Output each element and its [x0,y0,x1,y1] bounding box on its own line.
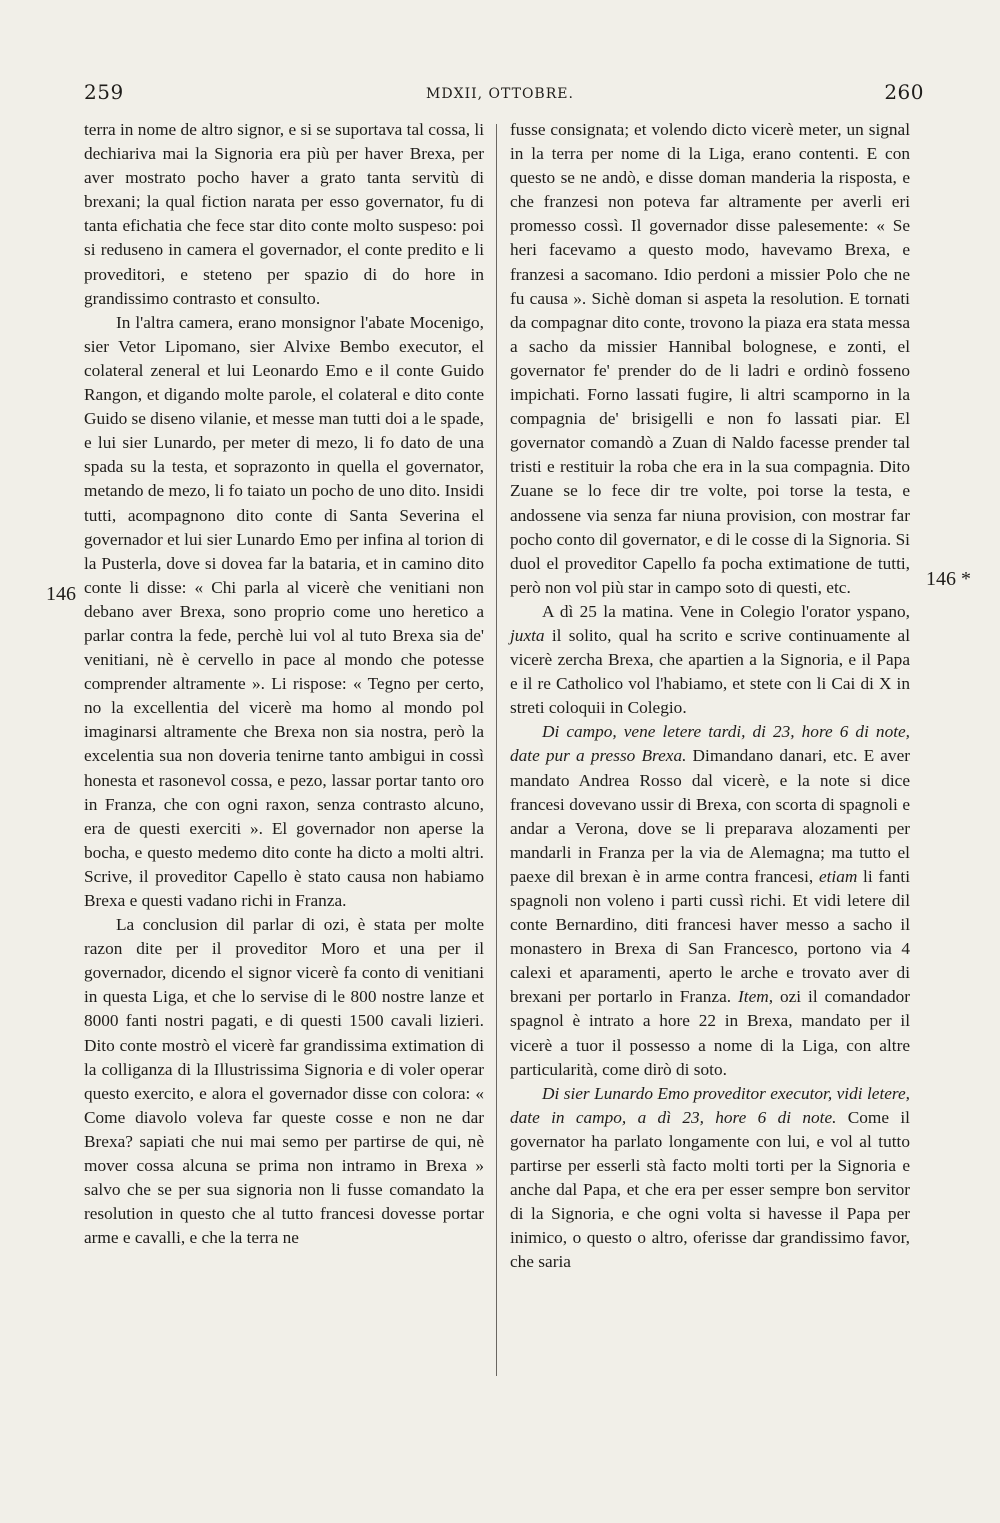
right-paragraph-3 [510,720,910,1081]
left-page-number: 259 [84,80,124,104]
text-run: li fanti spagnoli non voleno i parti cussì richi. Et vidi letere dil conte Bernardino, diti francesi haver messo a sacho il monastero in Brexa di San Francesco, portono via 4 calexi et aparamenti, aperto le arche e trovato aver di brexani per portarlo in Franza. [510,866,910,1007]
left-paragraph-3: La conclusion dil parlar di ozi, è stata per molte razon dite per il proveditor Moro et una per il governador, dicendo el signor vicerè fa conto di venitiani in questa Liga, et che lo servise di le 800 nostre lanze et 8000 fanti nostri pagati, e di questi 1500 cavali lizieri. Dito conte mostrò el vicerè far grandissima extimation di la colliganza di la Illustrissima Signoria e di voler operar questo exercito, e alora el governador disse con colora: « Come diavolo voleva far queste cosse e non ne dar Brexa? sapiati che nui mai semo per partirse de qui, nè mover cossa alcuna se prima non intramo in Brexa » salvo che se per sua signoria non li fusse comandato la resolution in questo che al tutto francesi dovesse portar arme e cavalli, e che la terra ne [84,915,484,1248]
text-run: il solito, qual ha scrito e scrive continuamente al vicerè zercha Brexa, che apartien a la Signoria, e il Papa e il re Catholico vol l'habiamo, et stete con li Cai di X in streti coloquii in Colegio. [510,625,910,718]
italic-etiam: etiam [818,866,858,886]
entry-date: A dì 25 la matina. [542,601,674,621]
text-run: Vene in Colegio l'orator yspano, [673,601,910,621]
right-page-number: 260 [884,80,924,104]
text-run: Come il governator ha parlato longamente con lui, e vol al tutto partirse per esserli stà facto molti torti per la Signoria e anche dal Papa, et che era per esser sempre bon servitor di la Signoria, e che ogni volta si havesse il Papa per inimico, o questo o altro, oferisse dar grandissimo favor, che saria [510,1107,910,1272]
right-paragraph-4 [510,1082,910,1275]
italic-item: Item, [738,987,774,1007]
right-paragraph-2 [510,600,910,720]
italic-juxta: juxta [510,625,545,645]
right-margin-number: 146 * [926,568,971,590]
running-title: MDXII, OTTOBRE. [426,86,574,102]
column-divider [496,124,497,1376]
italic-heading: Di sier Lunardo Emo proveditor executor, vidi letere, date in campo, a dì 23, hore 6 di note. [510,1083,910,1127]
right-paragraph-1: fusse consignata; et volendo dicto vicerè meter, un signal in la terra per nome di la Liga, erano contenti. E con questo se ne andò, e disse doman manderia la risposta, e che franzesi non poteva far altramente per averli eri promesso cossì. Il governador disse palesemente: « Se heri facevamo a questo modo, havevamo Brexa, e franzesi a sacomano. Idio perdoni a missier Polo che ne fu causa ». Sichè doman si aspeta la resolution. E tornati da compagnar dito conte, trovono la piaza era stata messa a sacho da missier Hannibal bolognese, e zonti, el governator fe' prender do de li ladri e ordinò fosseno impichati. Forno lassati fugire, li altri scamporno in la compagnia de' brisigelli e non fo lassati piar. El governator comandò a Zuan di Naldo facesse prender tal tristi e restituir la roba che era in la sua compagnia. Dito Zuane se lo fece dir tre volte, poi torse la testa, e andossene via senza far niuna provision, con mostrar far pocho conto dil governator, e di le cosse di la Signoria. Si duol el proveditor Capello fa pocha extimatione de tutti, però non vol più star in campo soto di questi, etc. [510,120,910,597]
left-margin-number: 146 [46,583,76,605]
italic-heading: Di campo, vene letere tardi, di 23, hore 6 di note, date pur a presso Brexa. [510,722,910,766]
right-column [510,118,910,1275]
left-column [84,118,484,1250]
left-paragraph-1: terra in nome de altro signor, e si se suportava tal cossa, li dechiariva mai la Signoria era più per haver Brexa, per aver mostrato pocho haver a grato tanta servitù di brexani; la qual fiction narata per esso governator, fu di tanta efichatia che fece star dito conte molto suspeso: poi si reduseno in camera el governador, el conte predito e li proveditori, e steteno per spazio di do hore in grandissimo contrasto et consulto. [84,120,484,308]
text-run: Dimandano danari, etc. E aver mandato Andrea Rosso dal vicerè, e la note si dice francesi dovevano ussir di Brexa, con scorta di spagnoli e andar a Verona, dove se li preparava alozamenti per mandarli in Franza per la via de Alemagna; ma tutto el paexe dil brexan è in arme contra francesi, [510,746,911,886]
text-run: ozi il comandador spagnol è intrato a hore 22 in Brexa, mandato per il vicerè a tuor il possesso a nome di la Liga, con altre particularità, come dirò di soto. [510,987,910,1079]
left-paragraph-2: In l'altra camera, erano monsignor l'abate Mocenigo, sier Vetor Lipomano, sier Alvixe Bembo executor, el colateral zeneral et lui Leonardo Emo e il conte Guido Rangon, et digando molte parole, el colateral e dito conte Guido se diseno vilanie, et messe man tutti doi a le spade, e lui sier Lunardo, per meter di mezo, li fo dato de una spada su la testa, et soprazonto in quella el governator, metando de mezo, li fo taiato un pocho de uno dito. Insidi tutti, acompagnono dito conte di Santa Severina el governador et lui sier Lunardo Emo per infina al torion di la Pusterla, dove si dovea far la bataria, et in camino dito conte li disse: « Chi parla al vicerè che venitiani non debano aver Brexa, sono proprio come uno heretico a parlar contra la fede, perchè lui vol al tuto Brexa sia de' venitiani, nè è cervello in pace al mondo che potesse comprender altramente ». Li rispose: « Tegno per certo, no la excellentia del vicerè ma homo al mondo pol imaginarsi altramente che Brexa non sia nostra, però la excelentia sua non doveria tenirne tanto ambigui in cossì honesta et rasonevol cossa, e pezo, lassar portar tanto oro in Franza, che con ogni raxon, senza contrasto alcuno, era de questi exerciti ». El governador non aperse la bocha, e questo medemo dito conte ha dicto a molti altri. Scrive, il proveditor Capello è stato causa non habiamo Brexa e questi vadano richi in Franza. [84,312,484,910]
